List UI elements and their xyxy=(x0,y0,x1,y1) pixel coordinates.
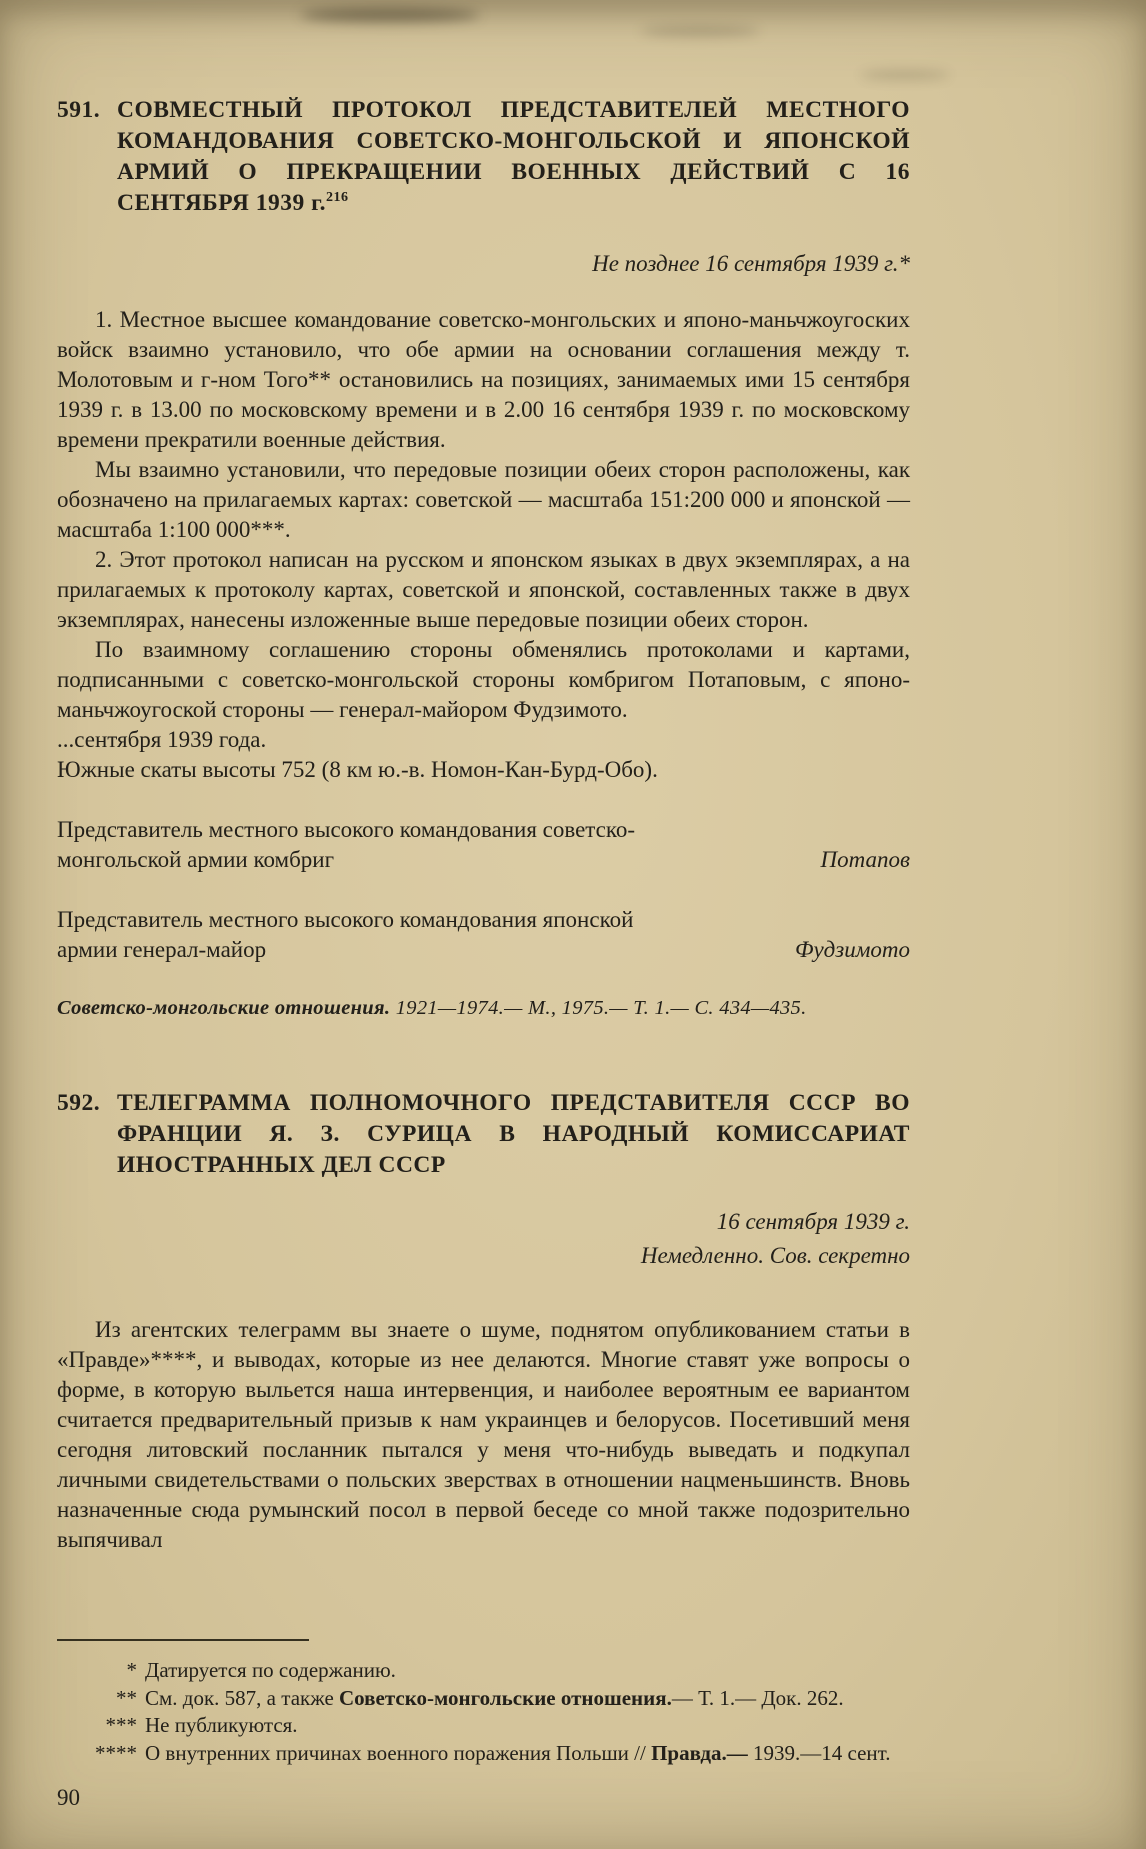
footnote-divider xyxy=(57,1639,309,1641)
document-number: 592. xyxy=(57,1090,101,1116)
document-591-heading xyxy=(57,95,910,219)
footnote-text: — Т. 1.— Док. 262. xyxy=(671,1685,844,1710)
footnotes-section xyxy=(57,1639,910,1767)
signature-role: Представитель местного высокого командования советско-монгольской армии комбриг xyxy=(57,817,636,872)
footnote-list xyxy=(57,1657,910,1767)
footnote-marker: * xyxy=(126,1658,137,1682)
signature-block xyxy=(57,815,910,875)
footnote-marker: **** xyxy=(95,1740,137,1765)
footnote-marker: *** xyxy=(105,1713,137,1737)
source-title: Советско-монгольские отношения. xyxy=(57,997,391,1019)
paragraph: Южные скаты высоты 752 (8 км ю.-в. Номон-Кан-Бурд-Обо). xyxy=(57,757,658,782)
signatures xyxy=(57,815,910,965)
document-592-heading xyxy=(57,1088,910,1181)
document-number: 591. xyxy=(57,97,101,123)
signature-name: Фудзимото xyxy=(794,937,910,962)
footnote-text: Советско-монгольские отношения. xyxy=(339,1685,672,1710)
footnote-text: О внутренних причинах военного поражения Польши // xyxy=(145,1740,652,1765)
document-body xyxy=(57,305,910,785)
footnote xyxy=(57,1657,910,1685)
document-591 xyxy=(57,95,910,1022)
paragraph: Мы взаимно установили, что передовые позиции обеих сторон расположены, как обозначено на прилагаемых картах: советской — масштаба 151:200 000 и японской — масштаба 1:100 000***. xyxy=(57,457,910,542)
footnote-text: 1939.—14 сент. xyxy=(747,1740,891,1765)
source-citation xyxy=(57,995,910,1022)
footnote-marker: ** xyxy=(116,1685,137,1710)
scan-smudge xyxy=(300,8,480,22)
document-dateline: Не позднее 16 сентября 1939 г.* xyxy=(592,251,910,276)
footnote xyxy=(57,1712,910,1740)
document-title: ТЕЛЕГРАММА ПОЛНОМОЧНОГО ПРЕДСТАВИТЕЛЯ СССР ВО ФРАНЦИИ Я. З. СУРИЦА В НАРОДНЫЙ КОМИССАРИАТ ИНОСТРАННЫХ ДЕЛ СССР xyxy=(117,1090,910,1178)
signature-block xyxy=(57,905,910,965)
source-details: 1921—1974.— М., 1975.— Т. 1.— С. 434—435. xyxy=(390,997,807,1019)
signature-name: Потапов xyxy=(820,847,910,872)
footnote-text: Правда.— xyxy=(651,1740,748,1765)
page-number: 90 xyxy=(57,1785,80,1810)
document-592 xyxy=(57,1088,910,1555)
signature-role: Представитель местного высокого командования японской армии генерал-майор xyxy=(57,907,634,962)
document-body xyxy=(57,1315,910,1555)
document-dateline-date: 16 сентября 1939 г. xyxy=(716,1209,910,1234)
paragraph: По взаимному соглашению стороны обменялись протоколами и картами, подписанными с советско-монгольской стороны комбригом Потаповым, с японо-маньчжоугоской стороны — генерал-майором Фудзимото. xyxy=(57,637,910,722)
paragraph: ...сентября 1939 года. xyxy=(57,727,267,752)
document-dateline-classification: Немедленно. Сов. секретно xyxy=(640,1243,910,1268)
paragraph: Из агентских телеграмм вы знаете о шуме, поднятом опубликованием статьи в «Правде»****, и выводах, которые из нее делаются. Многие ставят уже вопросы о форме, в которую выльется наша интервенция, и наиболее вероятным ее вариантом считается предварительный призыв к нам украинцев и белорусов. Посетивший меня сегодня литовский посланник пытался у меня что-нибудь выведать и подкупал личными свидетельствами о польских зверствах в отношении нацменьшинств. Вновь назначенные сюда румынский посол в первой беседе со мной также подозрительно выпячивал xyxy=(57,1317,910,1552)
paragraph: 1. Местное высшее командование советско-монгольских и японо-маньчжоугоских войск взаимно установило, что обе армии на основании соглашения между т. Молотовым и г-ном Того** остановились на позициях, занимаемых ими 15 сентября 1939 г. в 13.00 по московскому времени и в 2.00 16 сентября 1939 г. по московскому времени прекратили военные действия. xyxy=(57,307,910,452)
document-title xyxy=(117,95,910,219)
footnote xyxy=(57,1740,910,1768)
scan-smudge xyxy=(640,26,760,36)
document-title-text: СОВМЕСТНЫЙ ПРОТОКОЛ ПРЕДСТАВИТЕЛЕЙ МЕСТНОГО КОМАНДОВАНИЯ СОВЕТСКО-МОНГОЛЬСКОЙ И ЯПОНСКОЙ АРМИЙ О ПРЕКРАЩЕНИИ ВОЕННЫХ ДЕЙСТВИЙ С 16 СЕНТЯБРЯ 1939 г. xyxy=(117,97,910,216)
footnote-text: Датируется по содержанию. xyxy=(145,1658,396,1682)
paragraph: 2. Этот протокол написан на русском и японском языках в двух экземплярах, а на прилагаемых к протоколу картах, советской и японской, составленных также в двух экземплярах, нанесены изложенные выше передовые позиции обеих сторон. xyxy=(57,547,910,632)
footnote xyxy=(57,1685,910,1713)
footnote-text: Не публикуются. xyxy=(145,1713,298,1737)
scan-smudge xyxy=(860,70,950,80)
endnote-reference: 216 xyxy=(326,190,349,206)
footnote-text: См. док. 587, а также xyxy=(145,1685,340,1710)
